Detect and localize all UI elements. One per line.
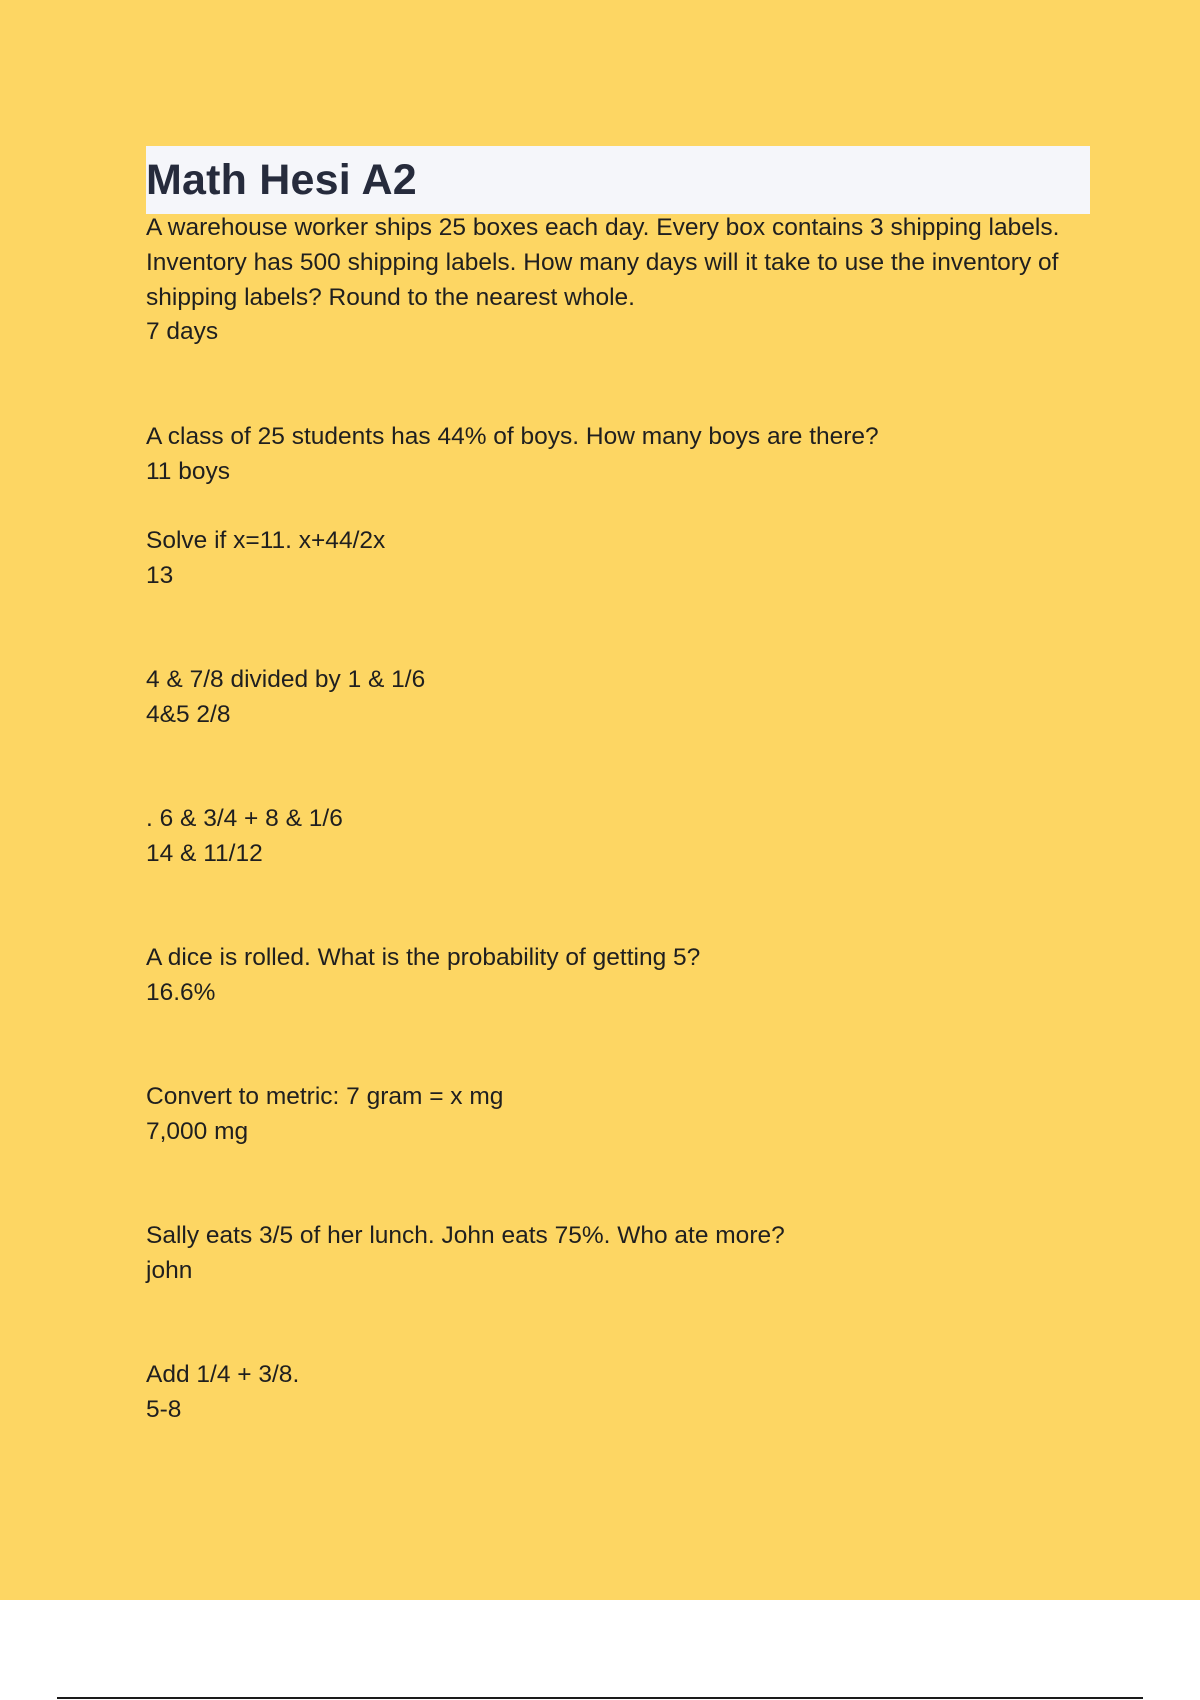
question-text: A class of 25 students has 44% of boys. How many boys are there? <box>146 423 879 450</box>
answer-text: 5-8 <box>146 1395 182 1423</box>
document-title: Math Hesi A2 <box>146 155 417 204</box>
answer-text: 7 days <box>146 318 219 346</box>
qa-item-5 <box>146 802 1076 872</box>
answer-text: 7,000 mg <box>146 1117 249 1145</box>
qa-item-9 <box>146 1358 1076 1428</box>
question-text: Convert to metric: 7 gram = x mg <box>146 1083 504 1110</box>
qa-item-8 <box>146 1219 1076 1289</box>
answer-text: 11 boys <box>146 457 230 485</box>
question-text: Sally eats 3/5 of her lunch. John eats 75%. Who ate more? <box>146 1222 785 1249</box>
question-text: 4 & 7/8 divided by 1 & 1/6 <box>146 666 426 693</box>
question-text: . 6 & 3/4 + 8 & 1/6 <box>146 805 343 832</box>
qa-item-6 <box>146 941 1076 1011</box>
qa-item-7 <box>146 1080 1076 1150</box>
answer-text: john <box>146 1256 193 1284</box>
answer-text: 16.6% <box>146 978 216 1006</box>
title-banner <box>146 146 1090 214</box>
answer-text: 4&5 2/8 <box>146 700 231 728</box>
question-text: Add 1/4 + 3/8. <box>146 1361 300 1388</box>
qa-item-2 <box>146 420 1076 490</box>
question-text: A dice is rolled. What is the probability of getting 5? <box>146 944 701 971</box>
question-text: A warehouse worker ships 25 boxes each day. Every box contains 3 shipping labels. Inventory has 500 shipping labels. How many days will it take to use the inventory of shipping labels? Round to the nearest whole. <box>146 214 1060 311</box>
qa-item-3 <box>146 524 1076 594</box>
answer-text: 13 <box>146 561 174 589</box>
question-text: Solve if x=11. x+44/2x <box>146 527 386 554</box>
answer-text: 14 & 11/12 <box>146 839 263 867</box>
qa-item-4 <box>146 663 1076 733</box>
qa-item-1 <box>146 211 1076 350</box>
footer-divider <box>57 1697 1143 1699</box>
